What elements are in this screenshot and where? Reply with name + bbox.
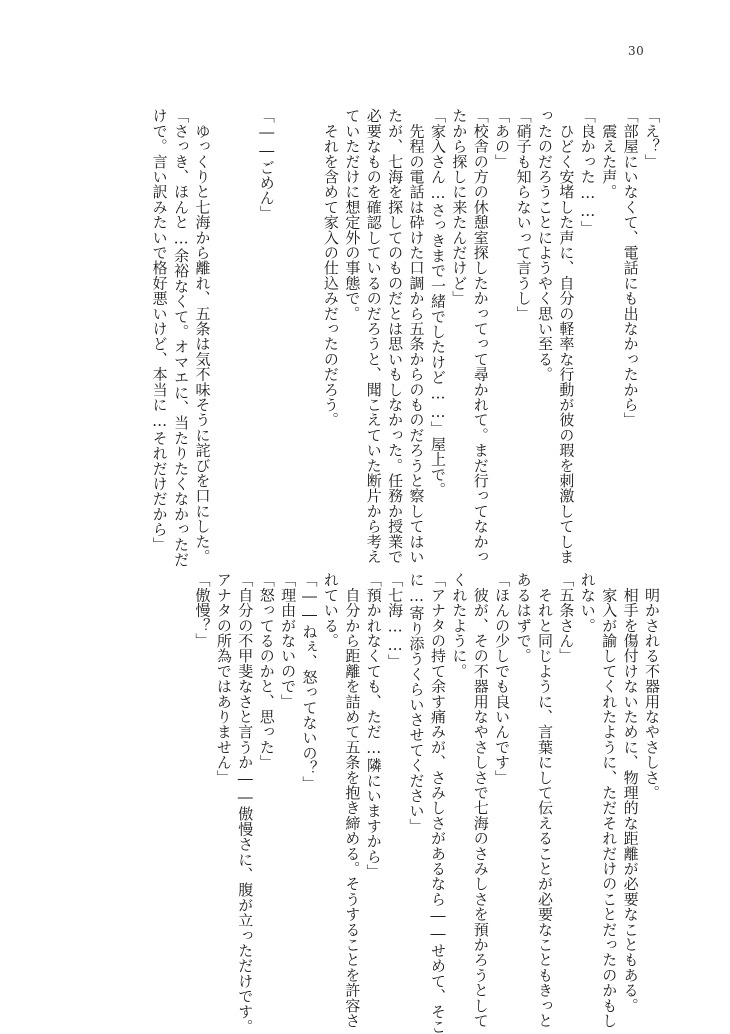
text-line: たが、七海を探してのものだとは思いもしなかった。任務か授業で: [386, 108, 405, 564]
text-line: れない。: [578, 572, 597, 633]
text-line: 相手を傷付けないために、物理的な距離が必要なこともある。: [621, 572, 640, 1013]
text-line: 自分から距離を詰めて五条を抱き締める。そうすることを許容さ: [343, 572, 362, 1028]
text-line: ったのだろうことにようやく思い至る。: [535, 108, 554, 382]
text-line: に…寄り添うくらいさせてください」: [407, 572, 426, 834]
text-line: 「傲慢？」: [193, 572, 212, 648]
text-line: アナタの所為ではありません」: [214, 572, 233, 785]
text-line: 「え？」: [643, 108, 661, 169]
text-line: けで。言い訳みたいで格好悪いけど、本当に…それだけだから」: [150, 108, 169, 552]
text-line: 「アナタの持て余す痛みが、さみしさがあるなら――せめて、そこ: [428, 572, 447, 1034]
text-line: 「五条さん」: [557, 572, 576, 664]
text-line: 彼が、その不器用なやさしさで七海のさみしさを預かろうとして: [471, 572, 490, 1028]
text-line: 「理由がないので」: [279, 572, 298, 709]
text-line: ていただけに想定外の事態で。: [343, 108, 362, 321]
page-number: 30: [628, 44, 645, 58]
text-line: それと同じように、言葉にして伝えることが必要なこともきっと: [535, 572, 554, 1028]
text-line: 「良かった……」: [578, 108, 597, 236]
text-line: ゆっくりと七海から離れ、五条は気不味そうに詫びを口にした。: [193, 108, 212, 564]
text-line: 「家入さん…さっきまで一緒でしたけど……」屋上で。: [428, 108, 447, 497]
text-block-top: [114, 108, 662, 567]
text-line: れている。: [321, 572, 340, 648]
text-line: [298, 108, 319, 508]
text-line: [277, 108, 298, 508]
text-line: 震えた声。: [600, 108, 619, 200]
text-line: 「あの」: [493, 108, 512, 169]
text-line: ひどく安堵した声に、自分の軽率な行動が彼の瑕を刺激してしま: [557, 108, 576, 564]
text-line: [234, 108, 255, 508]
text-line: 「自分の不甲斐なさと言うか――傲慢さに、腹が立っただけです。: [236, 572, 255, 1034]
text-line: それを含めて家入の仕込みだったのだろう。: [321, 108, 340, 428]
text-line: 「――ねぇ、怒ってないの？」: [300, 572, 319, 791]
text-line: 家入が諭してくれたように、ただそれだけのことだったのかもし: [600, 572, 619, 1028]
text-line: くれたように。: [450, 572, 469, 679]
text-line: 「さっき、ほんと…余裕なくて。オマエに、当たりたくなかっただ: [172, 108, 191, 567]
text-line: [212, 108, 233, 508]
text-line: 「硝子も知らないって言うし」: [514, 108, 533, 321]
text-line: 「七海……」: [386, 572, 405, 670]
text-line: 「怒ってるのかと、思った」: [257, 572, 276, 770]
text-line: 「校舎の方の休憩室探したかってって尋かれて。まだ行ってなかっ: [471, 108, 490, 564]
text-line: あるはずで。: [514, 572, 533, 664]
text-line: 先程の電話は砕けた口調から五条からのものだろうと察してはい: [407, 108, 426, 564]
text-block-bottom: [114, 572, 662, 1034]
text-line: たから探しに来たんだけど」: [450, 108, 469, 306]
text-line: 明かされる不器用なやさしさ。: [643, 572, 661, 800]
text-line: 必要なものを確認しているのだろうと、聞こえていた断片から考え: [364, 108, 383, 564]
text-line: 「ほんの少しでも良いんです」: [493, 572, 512, 785]
text-line: 「部屋にいなくて、電話にも出なかったから」: [621, 108, 640, 428]
text-line: 「預かれなくても、ただ…隣にいますから」: [364, 572, 383, 879]
text-line: 「――ごめん」: [257, 108, 276, 221]
